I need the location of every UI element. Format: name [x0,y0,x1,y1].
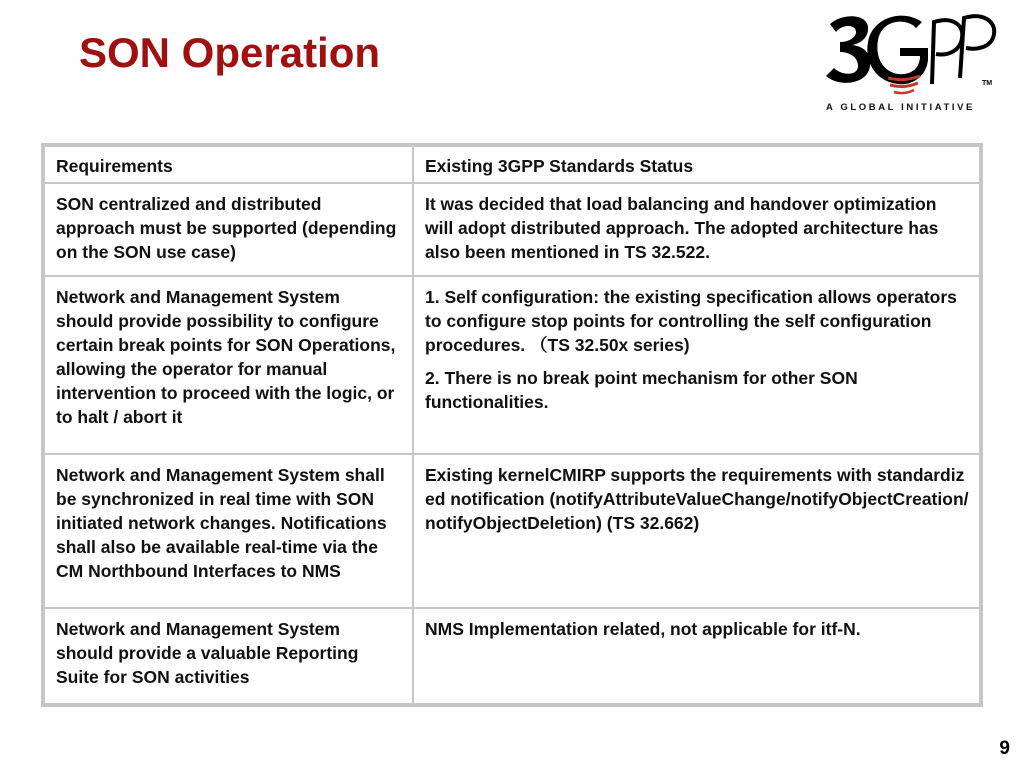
requirement-cell: Network and Management System shall be synchronized in real time with SON initiated network changes. Notifications shall also be available real-time via the CM Northbound Interfaces to NMS [44,454,413,608]
status-text: NMS Implementation related, not applicable for itf-N. [425,619,861,639]
status-text: Existing kernelCMIRP supports the requirements with standardized notification (notifyAttributeValueChange/notifyObjectCreation/notifyObjectDeletion) (TS 32.662) [425,465,969,533]
table-row [44,183,980,276]
status-cell [413,276,980,454]
slide-title: SON Operation [79,29,381,76]
3gpp-logo [824,10,1000,118]
table-row [44,454,980,608]
requirement-cell: Network and Management System should provide possibility to configure certain break points for SON Operations, allowing the operator for manual intervention to proceed with the logic, or to halt / abort it [44,276,413,454]
status-text: 2. There is no break point mechanism for other SON functionalities. [425,368,858,412]
page-number: 9 [999,738,1010,759]
logo-trademark: TM [982,80,993,87]
table-header-row [44,146,980,183]
header-requirements: Requirements [44,146,413,183]
requirements-table [41,143,983,707]
status-text: It was decided that load balancing and handover optimization will adopt distributed approach. The adopted architecture has also been mentioned in TS 32.522. [425,194,939,262]
header-status: Existing 3GPP Standards Status [413,146,980,183]
status-text: 1. Self configuration: the existing specification allows operators to configure stop points for controlling the self configuration procedures. （TS 32.50x series) [425,287,957,355]
status-cell [413,608,980,704]
3gpp-logo-mark [824,10,1000,100]
table-row [44,608,980,704]
status-cell [413,183,980,276]
logo-tagline: A GLOBAL INITIATIVE [826,102,975,113]
status-cell [413,454,980,608]
requirement-cell: SON centralized and distributed approach must be supported (depending on the SON use case) [44,183,413,276]
requirement-cell: Network and Management System should provide a valuable Reporting Suite for SON activities [44,608,413,704]
table-row [44,276,980,454]
